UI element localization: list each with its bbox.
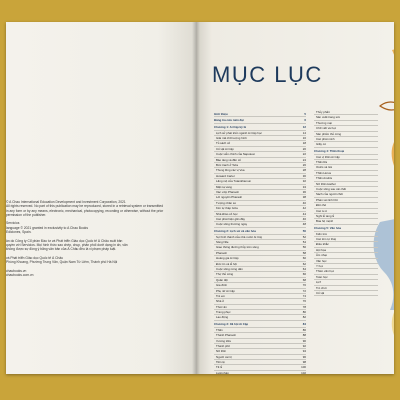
toc-page-number: 5 bbox=[304, 111, 306, 116]
right-page bbox=[196, 22, 394, 374]
toc-entry-label: Bùa hộ mệnh bbox=[316, 219, 334, 224]
toc-entry-label: Giấy cói bbox=[316, 142, 327, 147]
toc-entry-label: Pharaoh bbox=[216, 250, 227, 255]
toc-entry-label: Phán xét linh hồn bbox=[316, 197, 339, 202]
toc-entry-label: Giao thông đường thủy trên sông bbox=[216, 245, 259, 250]
toc-page-number: 38 bbox=[302, 195, 306, 200]
imprint-line: chaubooks.vn bbox=[6, 268, 27, 273]
toc-entry-label: Howard Carter bbox=[216, 173, 235, 178]
toc-page-number: 6 bbox=[304, 118, 306, 123]
toc-page-number: 28 bbox=[302, 168, 306, 173]
toc-page-number: 32 bbox=[302, 179, 306, 184]
toc-page-number: 96 bbox=[302, 354, 306, 359]
imprint-line: language © 2021 granted in exclusivity to A Chau Books bbox=[6, 225, 88, 230]
imprint-line: chaubooks.com.vn bbox=[6, 273, 34, 278]
toc-page-number: 78 bbox=[302, 304, 306, 309]
toc-entry-label: Mặt nạ vàng bbox=[216, 184, 232, 189]
toc-entry-label: Kiến trúc bbox=[316, 231, 328, 236]
imprint-line: in any form or by any means, electronic, mechanical, photocopying, recording or otherwise, without the prior bbox=[6, 208, 164, 213]
toc-chapter-row bbox=[214, 112, 306, 117]
toc-entry-label: Đền thờ bbox=[316, 203, 327, 208]
toc-page-number: 70 bbox=[302, 283, 306, 288]
toc-entry-label: Luật pháp bbox=[216, 370, 229, 374]
toc-page-number: 22 bbox=[302, 152, 306, 157]
toc-page-number: 92 bbox=[302, 343, 306, 348]
toc-entry-label: Tế lễ bbox=[216, 365, 223, 370]
imprint-line: không được sự đồng ý bằng văn bản của Á Châu đều là vi phạm pháp luật. bbox=[6, 247, 117, 252]
toc-entry-label: Thánh Pharaoh bbox=[216, 333, 236, 338]
toc-page-number: 26 bbox=[302, 163, 306, 168]
toc-entry-row bbox=[314, 142, 378, 147]
toc-page-number: 54 bbox=[302, 239, 306, 244]
toc-column-2 bbox=[314, 110, 378, 296]
toc-page-number: 44 bbox=[302, 211, 306, 216]
toc-column-1 bbox=[214, 110, 306, 374]
toc-entry-label: Nữ thần Hathor bbox=[316, 181, 336, 186]
toc-entry-label: Osiris và Isis bbox=[316, 165, 333, 170]
book-gutter bbox=[192, 22, 200, 374]
toc-entry-label: Trò chơi bbox=[316, 285, 327, 290]
toc-page-number: 12 bbox=[302, 125, 306, 130]
toc-page-number: 58 bbox=[302, 250, 306, 255]
toc-page-number: 94 bbox=[302, 349, 306, 354]
book-spread bbox=[6, 22, 394, 374]
toc-entry-label: Thần Horus bbox=[316, 170, 332, 175]
toc-entry-label: Lăng mộ của Tutankhamun bbox=[216, 179, 252, 184]
toc-entry-label: Các kim tự tháp bbox=[316, 236, 337, 241]
toc-entry-row bbox=[214, 222, 306, 227]
toc-entry-label: Người cai trị bbox=[216, 354, 232, 359]
toc-entry-label: Đức tin và lễ hội bbox=[216, 261, 237, 266]
left-page bbox=[6, 22, 196, 374]
toc-entry-label: Y học bbox=[316, 263, 324, 268]
toc-page-number: 102 bbox=[301, 370, 306, 374]
toc-entry-label: Cuộc viễn chinh của Napoleon bbox=[216, 152, 256, 157]
imprint-line: và Phát triển Giáo dục Quốc tế Á Châu bbox=[6, 255, 63, 260]
toc-page-number: 48 bbox=[302, 222, 306, 227]
toc-page-number: 52 bbox=[302, 234, 306, 239]
toc-page-number: 100 bbox=[301, 365, 306, 370]
toc-entry-label: Sự hình thành của nhà nước Ai Cập bbox=[216, 234, 263, 239]
toc-page-number: 68 bbox=[302, 277, 306, 282]
toc-entry-label: Hội họa bbox=[316, 247, 326, 252]
toc-entry-label: Trẻ em bbox=[216, 293, 226, 298]
toc-entry-label: Bảng tra cứu niên đại bbox=[214, 118, 244, 123]
toc-entry-label: Giới thiệu bbox=[214, 111, 228, 116]
toc-page-number: 16 bbox=[302, 136, 306, 141]
toc-entry-label: Tượng nhân sư bbox=[216, 200, 237, 205]
toc-entry-label: Nữ thần bbox=[216, 349, 227, 354]
toc-page-number: 50 bbox=[302, 229, 306, 234]
toc-entry-label: Sách của người chết bbox=[316, 192, 343, 197]
toc-page-number: 42 bbox=[302, 206, 306, 211]
toc-entry-label: Xác ướp Pharaoh bbox=[216, 189, 239, 194]
toc-entry-label: Thương mại bbox=[316, 120, 332, 125]
toc-entry-label: Nhà ở bbox=[216, 299, 225, 304]
toc-page-number: 40 bbox=[302, 200, 306, 205]
toc-entry-label: Tiền tệ bbox=[216, 360, 225, 365]
imprint-line: permission of the publisher. bbox=[6, 212, 47, 217]
toc-entry-label: Thợ thủ công bbox=[216, 272, 234, 277]
toc-entry-label: Lịch bbox=[316, 280, 322, 285]
toc-page-number: 14 bbox=[302, 130, 306, 135]
toc-entry-label: Cuộc sống sau cái chết bbox=[316, 186, 347, 191]
toc-page-number: 86 bbox=[302, 327, 306, 332]
toc-entry-row bbox=[214, 315, 306, 320]
toc-entry-label: Quân đội bbox=[216, 277, 228, 282]
toc-entry-label: Chữ viết và học bbox=[316, 126, 337, 131]
toc-entry-label: Điêu khắc bbox=[316, 242, 329, 247]
toc-entry-row bbox=[314, 219, 378, 224]
toc-page-number: 76 bbox=[302, 299, 306, 304]
toc-entry-label: Âm nhạc bbox=[316, 253, 328, 258]
orange-shape bbox=[392, 46, 394, 192]
toc-entry-label: Nghi lễ tang lễ bbox=[316, 213, 335, 218]
toc-page-number: 98 bbox=[302, 360, 306, 365]
copyright-imprint bbox=[6, 200, 181, 277]
toc-entry-label: Kim tự tháp Giza bbox=[216, 206, 238, 211]
imprint-line: Ediciones, Spain. bbox=[6, 230, 32, 235]
imprint-line: ản do Công ty Cổ phần Đầu tư và Phát triển Giáo dục Quốc tế Á Châu xuất bản bbox=[6, 238, 123, 243]
toc-page-number: 82 bbox=[302, 315, 306, 320]
toc-entry-label: Chương 4: Thần thoại bbox=[314, 149, 345, 154]
toc-page-number: 30 bbox=[302, 173, 306, 178]
imprint-line: All rights reserved. No part of this publication may be reproduced, stored in a retrieval system or transmitted bbox=[6, 204, 164, 209]
toc-entry-label: Vương triều bbox=[216, 338, 232, 343]
toc-entry-label: Thức ăn bbox=[216, 304, 227, 309]
toc-page-number: 18 bbox=[302, 141, 306, 146]
toc-entry-label: Hoàng gia Ai Cập bbox=[216, 256, 239, 261]
toc-entry-label: Các phát minh bbox=[316, 136, 335, 141]
toc-entry-label: Thung lũng các vị Vua bbox=[216, 168, 245, 173]
toc-entry-label: Sông Nile bbox=[216, 239, 229, 244]
toc-entry-label: Chương 2: Lịch sử và văn hóa bbox=[214, 229, 256, 234]
toc-entry-label: Thần bbox=[216, 327, 223, 332]
toc-entry-label: Trang phục bbox=[216, 310, 231, 315]
imprint-line: © A Chau International Education Development and Investment Corporation, 2021 bbox=[6, 200, 126, 204]
toc-entry-label: Nhà khảo cổ học bbox=[216, 211, 238, 216]
toc-entry-label: Chương 3: Xã hội Ai Cập bbox=[214, 322, 249, 327]
toc-page-number: 64 bbox=[302, 266, 306, 271]
imprint-line: quyền với Servicios. Mọi hình thức sao chép, chụp, phân phối dưới dạng in ấn, văn bbox=[6, 242, 128, 247]
toc-entry-label: Gia đình bbox=[216, 283, 227, 288]
toc-entry-label: Cuộc sống thường ngày bbox=[216, 222, 248, 227]
toc-page-number: 20 bbox=[302, 146, 306, 151]
toc-page-number: 24 bbox=[302, 157, 306, 162]
toc-page-number: 90 bbox=[302, 338, 306, 343]
toc-entry-row bbox=[214, 371, 306, 374]
toc-entry-label: Các phát hiện gần đây bbox=[216, 216, 245, 221]
toc-page-number: 62 bbox=[302, 261, 306, 266]
toc-entry-label: Tủ sách cổ bbox=[216, 141, 231, 146]
toc-entry-label: Sản phẩm thủ công bbox=[316, 131, 342, 136]
toc-page-number: 56 bbox=[302, 245, 306, 250]
toc-page-number: 84 bbox=[302, 322, 306, 327]
toc-entry-label: Thần Anubis bbox=[316, 176, 333, 181]
toc-title: MỤC LỤC bbox=[212, 62, 323, 87]
toc-entry-label: Lịch sử phát triển ngành Ai Cập học bbox=[216, 130, 262, 135]
toc-entry-label: Các vị thần Ai Cập bbox=[316, 154, 340, 159]
toc-page-number: 66 bbox=[302, 272, 306, 277]
toc-entry-label: Văn học bbox=[316, 258, 327, 263]
toc-entry-label: Thiên văn học bbox=[316, 269, 335, 274]
toc-page-number: 34 bbox=[302, 184, 306, 189]
toc-page-number: 36 bbox=[302, 189, 306, 194]
toc-page-number: 72 bbox=[302, 288, 306, 293]
toc-entry-label: Thành phố bbox=[216, 343, 230, 348]
toc-entry-row bbox=[314, 291, 378, 296]
toc-entry-label: Cổ vật Ai Cập bbox=[216, 146, 234, 151]
toc-page-number: 46 bbox=[302, 216, 306, 221]
toc-entry-label: Chương 1: Ai Cập kỳ bí bbox=[214, 125, 247, 130]
toc-entry-label: Thủy phẩm bbox=[316, 110, 331, 114]
toc-chapter-row bbox=[214, 118, 306, 123]
eye-of-horus-shape bbox=[380, 102, 394, 110]
toc-page-number: 88 bbox=[302, 333, 306, 338]
toc-entry-label: Toán học bbox=[316, 274, 328, 279]
toc-entry-label: Lao động bbox=[216, 315, 229, 320]
toc-entry-label: Chương 5: Văn hóa bbox=[314, 226, 341, 231]
toc-entry-label: Thần Ra bbox=[316, 160, 328, 165]
toc-entry-label: Các tu sĩ bbox=[316, 208, 328, 213]
imprint-line: Servicios bbox=[6, 221, 20, 226]
imprint-line: Phùng Khoang, Phường Trung Văn, Quận Nam Từ Liêm, Thành phố Hà Nội bbox=[6, 260, 118, 265]
toc-entry-label: Lời nguyền Pharaoh bbox=[216, 195, 243, 200]
toc-entry-label: Cuộc sống nông dân bbox=[216, 266, 243, 271]
toc-entry-label: Bảo tàng và đền cổ bbox=[216, 157, 241, 162]
toc-entry-label: Bức tranh ở Tebe bbox=[216, 163, 239, 168]
toc-page-number: 60 bbox=[302, 256, 306, 261]
toc-entry-label: Giải mã chữ tượng hình bbox=[216, 136, 247, 141]
toc-entry-label: Sản xuất trang sức bbox=[316, 115, 341, 120]
toc-page-number: 80 bbox=[302, 310, 306, 315]
toc-page-number: 74 bbox=[302, 293, 306, 298]
toc-entry-label: Phụ nữ Ai Cập bbox=[216, 288, 235, 293]
toc-entry-label: Cổ vật bbox=[316, 290, 325, 295]
